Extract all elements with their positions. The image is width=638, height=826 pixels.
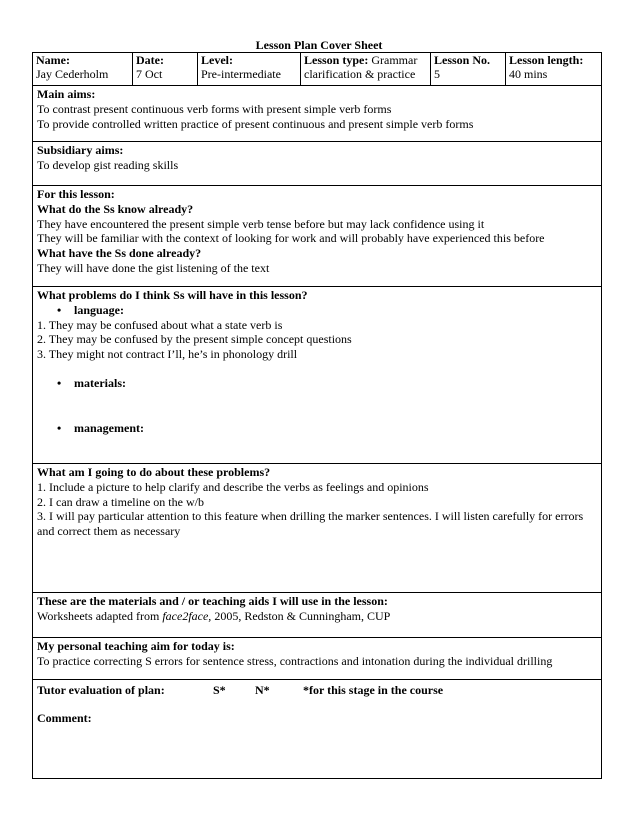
lesson-type-cell bbox=[301, 53, 431, 85]
tutor-section bbox=[33, 680, 601, 727]
materials-suffix: 2005, Redston & Cunningham, CUP bbox=[211, 608, 391, 623]
name-value: Jay Cederholm bbox=[36, 67, 109, 81]
personal-aim-line: To practice correcting S errors for sentence stress, contractions and intonation during the individual drilling bbox=[37, 653, 553, 668]
know-already-question: What do the Ss know already? bbox=[37, 201, 194, 216]
satisfactory-mark: S* bbox=[213, 683, 226, 697]
main-aims-heading: Main aims: bbox=[37, 87, 96, 101]
this-lesson-section bbox=[33, 186, 601, 287]
lesson-no-label: Lesson No. bbox=[434, 53, 491, 67]
materials-section bbox=[33, 593, 601, 638]
materials-heading: These are the materials and / or teaching aids I will use in the lesson: bbox=[37, 594, 388, 608]
lesson-length-cell bbox=[506, 53, 601, 85]
lesson-no-cell bbox=[431, 53, 506, 85]
not-satisfactory-mark: N* bbox=[255, 683, 270, 697]
lesson-plan-form bbox=[32, 52, 602, 779]
management-bullet: • management: bbox=[37, 421, 597, 436]
lesson-type-label: Lesson type: bbox=[304, 53, 369, 67]
date-label: Date: bbox=[136, 53, 164, 67]
level-value: Pre-intermediate bbox=[201, 67, 281, 81]
solution-item: 3. I will pay particular attention to this feature when drilling the marker sentences. I will listen carefully for errors and correct them as necessary bbox=[37, 509, 584, 539]
done-already-answer: They will have done the gist listening of the text bbox=[37, 260, 270, 275]
comment-label: Comment: bbox=[37, 710, 92, 725]
level-cell bbox=[198, 53, 301, 85]
personal-aim-heading: My personal teaching aim for today is: bbox=[37, 639, 235, 653]
main-aim-line: To contrast present continuous verb forms with present simple verb forms bbox=[37, 101, 392, 116]
done-already-question: What have the Ss done already? bbox=[37, 246, 202, 261]
materials-prefix: Worksheets adapted from bbox=[37, 608, 163, 623]
solution-item: 1. Include a picture to help clarify and describe the verbs as feelings and opinions bbox=[37, 479, 429, 494]
name-label: Name: bbox=[36, 53, 70, 67]
lesson-type-value: Grammar bbox=[371, 53, 418, 67]
stage-note: *for this stage in the course bbox=[303, 683, 444, 697]
date-value: 7 Oct bbox=[136, 67, 163, 81]
solution-item: 2. I can draw a timeline on the w/b bbox=[37, 494, 204, 509]
language-item: 1. They may be confused about what a state verb is bbox=[37, 317, 283, 332]
know-already-answer: They have encountered the present simple verb tense before but may lack confidence using it bbox=[37, 216, 485, 231]
language-item: 2. They may be confused by the present simple concept questions bbox=[37, 332, 352, 347]
page-title: Lesson Plan Cover Sheet bbox=[255, 38, 383, 52]
header-row bbox=[33, 53, 601, 86]
materials-bullet: • materials: bbox=[37, 376, 597, 391]
lesson-type-value-2: clarification & practice bbox=[304, 67, 416, 81]
solutions-heading: What am I going to do about these problems? bbox=[37, 465, 271, 479]
tutor-evaluation-label: Tutor evaluation of plan: bbox=[37, 683, 165, 697]
level-label: Level: bbox=[201, 53, 233, 67]
main-aims-section bbox=[33, 86, 601, 142]
tutor-evaluation-row bbox=[37, 683, 597, 698]
problems-heading: What problems do I think Ss will have in this lesson? bbox=[37, 288, 308, 302]
lesson-length-label: Lesson length: bbox=[509, 53, 584, 67]
main-aim-line: To provide controlled written practice of present continuous and present simple verb forms bbox=[37, 116, 474, 131]
date-cell bbox=[133, 53, 198, 85]
know-already-answer: They will be familiar with the context of looking for work and will probably have experienced this before bbox=[37, 231, 545, 246]
lesson-no-value: 5 bbox=[434, 67, 440, 81]
language-item: 3. They might not contract I’ll, he’s in phonology drill bbox=[37, 347, 298, 362]
subsidiary-aim-line: To develop gist reading skills bbox=[37, 157, 179, 172]
lesson-length-value: 40 mins bbox=[509, 67, 548, 81]
name-cell bbox=[33, 53, 133, 85]
subsidiary-aims-section bbox=[33, 142, 601, 186]
language-bullet: • language: bbox=[37, 303, 597, 318]
materials-line bbox=[37, 609, 597, 624]
materials-book-title: face2face, bbox=[162, 608, 212, 623]
this-lesson-heading: For this lesson: bbox=[37, 187, 115, 201]
subsidiary-aims-heading: Subsidiary aims: bbox=[37, 143, 124, 157]
problems-section bbox=[33, 287, 601, 464]
personal-aim-section bbox=[33, 638, 601, 680]
solutions-section bbox=[33, 464, 601, 593]
